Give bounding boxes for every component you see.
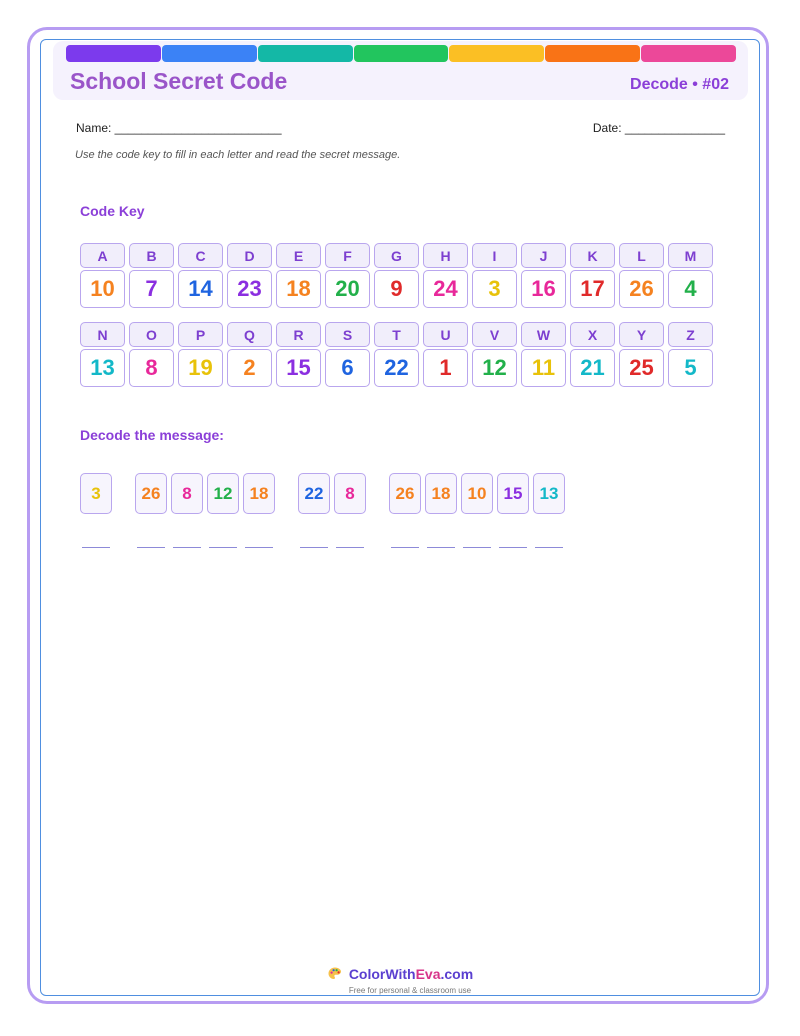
code-key-letter: C (178, 243, 223, 268)
answer-blank[interactable] (300, 547, 328, 548)
code-key-letter: W (521, 322, 566, 347)
code-key-letter: M (668, 243, 713, 268)
code-key-number: 24 (423, 270, 468, 308)
code-key-number: 21 (570, 349, 615, 387)
code-key-letter: S (325, 322, 370, 347)
cipher-box: 26 (135, 473, 167, 514)
answer-blank[interactable] (137, 547, 165, 548)
code-key-number: 26 (619, 270, 664, 308)
cipher-box: 13 (533, 473, 565, 514)
code-key-cell (374, 322, 419, 387)
code-key-letter: G (374, 243, 419, 268)
code-key-letter: N (80, 322, 125, 347)
code-key-number: 11 (521, 349, 566, 387)
code-key-letter: Z (668, 322, 713, 347)
cipher-box: 8 (171, 473, 203, 514)
code-key-cell (80, 322, 125, 387)
code-key-cell (570, 243, 615, 308)
code-key-cell (178, 243, 223, 308)
code-key-letter: E (276, 243, 321, 268)
code-key-cell (80, 243, 125, 308)
code-key-cell (668, 322, 713, 387)
rainbow-segment (258, 45, 353, 62)
code-key-number: 4 (668, 270, 713, 308)
code-key-cell (276, 243, 321, 308)
code-key-cell (227, 322, 272, 387)
answer-blank[interactable] (336, 547, 364, 548)
code-key-cell (227, 243, 272, 308)
code-key-letter: A (80, 243, 125, 268)
code-key-number: 16 (521, 270, 566, 308)
code-key-cell (668, 243, 713, 308)
code-key-cell (276, 322, 321, 387)
code-key-cell (619, 322, 664, 387)
code-key-letter: B (129, 243, 174, 268)
code-key-letter: H (423, 243, 468, 268)
code-key-number: 10 (80, 270, 125, 308)
code-key-cell (619, 243, 664, 308)
code-key-number: 6 (325, 349, 370, 387)
code-key-number: 2 (227, 349, 272, 387)
inner-frame (40, 39, 760, 996)
code-key-letter: K (570, 243, 615, 268)
code-key-letter: I (472, 243, 517, 268)
code-key-letter: D (227, 243, 272, 268)
code-key-number: 17 (570, 270, 615, 308)
brand-eva: Eva (415, 966, 441, 982)
code-key-number: 7 (129, 270, 174, 308)
code-key-number: 12 (472, 349, 517, 387)
code-key-letter: L (619, 243, 664, 268)
code-key-number: 22 (374, 349, 419, 387)
code-key-cell (129, 322, 174, 387)
answer-blank[interactable] (535, 547, 563, 548)
answer-blank[interactable] (245, 547, 273, 548)
code-key-cell (521, 322, 566, 387)
brand-logo (327, 966, 473, 982)
instructions: Use the code key to fill in each letter and read the secret message. (75, 149, 401, 161)
cipher-box: 3 (80, 473, 112, 514)
answer-blank[interactable] (499, 547, 527, 548)
code-key-number: 15 (276, 349, 321, 387)
code-key-letter: Q (227, 322, 272, 347)
code-key-cell (325, 243, 370, 308)
code-key-number: 8 (129, 349, 174, 387)
footer-tagline: Free for personal & classroom use (348, 986, 472, 995)
footer (0, 966, 800, 995)
rainbow-segment (354, 45, 449, 62)
cipher-box: 22 (298, 473, 330, 514)
cipher-box: 18 (243, 473, 275, 514)
date-field[interactable]: Date: _______________ (592, 121, 725, 135)
cipher-box: 8 (334, 473, 366, 514)
rainbow-segment (449, 45, 544, 62)
rainbow-segment (162, 45, 257, 62)
brand-domain: .com (440, 966, 474, 982)
answer-blank[interactable] (82, 547, 110, 548)
code-key-cell (472, 322, 517, 387)
code-key-letter: Y (619, 322, 664, 347)
code-key-number: 14 (178, 270, 223, 308)
code-key-cell (570, 322, 615, 387)
palette-icon (327, 966, 343, 982)
code-key-number: 20 (325, 270, 370, 308)
rainbow-segment (545, 45, 640, 62)
code-key-number: 9 (374, 270, 419, 308)
brand-color: Color (348, 966, 386, 982)
code-key-heading: Code Key (80, 203, 145, 219)
answer-blank[interactable] (463, 547, 491, 548)
code-key-number: 25 (619, 349, 664, 387)
code-key-number: 1 (423, 349, 468, 387)
code-key-number: 18 (276, 270, 321, 308)
code-key-letter: P (178, 322, 223, 347)
cipher-box: 26 (389, 473, 421, 514)
code-key-letter: U (423, 322, 468, 347)
code-key-letter: X (570, 322, 615, 347)
code-key-cell (374, 243, 419, 308)
cipher-box: 12 (207, 473, 239, 514)
code-key-cell (178, 322, 223, 387)
name-field[interactable]: Name: _________________________ (76, 121, 282, 135)
code-key-cell (423, 322, 468, 387)
code-key-letter: V (472, 322, 517, 347)
answer-blank[interactable] (391, 547, 419, 548)
brand-with: With (385, 966, 416, 982)
code-key-number: 5 (668, 349, 713, 387)
puzzle-tag: Decode • #02 (630, 76, 729, 93)
cipher-box: 15 (497, 473, 529, 514)
code-key-cell (129, 243, 174, 308)
rainbow-segment (641, 45, 736, 62)
code-key-number: 13 (80, 349, 125, 387)
code-key-row-2 (80, 322, 713, 387)
code-key-letter: O (129, 322, 174, 347)
answer-blank[interactable] (173, 547, 201, 548)
page-title: School Secret Code (70, 68, 288, 94)
cipher-box: 18 (425, 473, 457, 514)
code-key-cell (423, 243, 468, 308)
rainbow-segment (66, 45, 161, 62)
answer-blank[interactable] (427, 547, 455, 548)
decode-heading: Decode the message: (80, 427, 224, 443)
code-key-number: 23 (227, 270, 272, 308)
code-key-cell (325, 322, 370, 387)
code-key-letter: R (276, 322, 321, 347)
cipher-box: 10 (461, 473, 493, 514)
code-key-number: 3 (472, 270, 517, 308)
code-key-cell (472, 243, 517, 308)
rainbow-bar (66, 45, 736, 62)
answer-blank[interactable] (209, 547, 237, 548)
code-key-letter: J (521, 243, 566, 268)
code-key-letter: T (374, 322, 419, 347)
code-key-number: 19 (178, 349, 223, 387)
code-key-cell (521, 243, 566, 308)
code-key-letter: F (325, 243, 370, 268)
code-key-row-1 (80, 243, 713, 308)
